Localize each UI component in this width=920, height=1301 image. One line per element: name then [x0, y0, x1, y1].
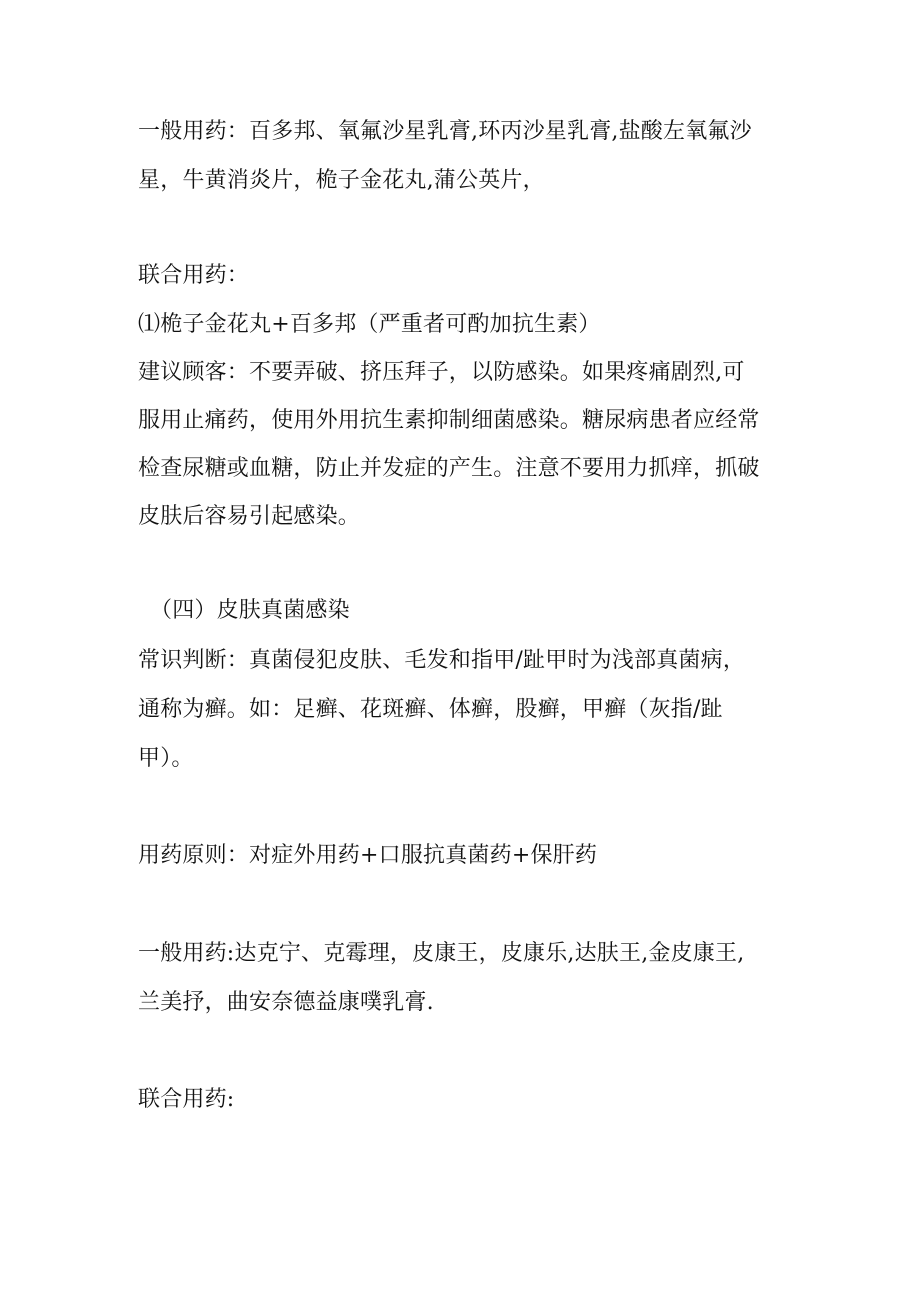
- common-sense-line-1: 常识判断：真菌侵犯皮肤、毛发和指甲/趾甲时为浅部真菌病，: [138, 648, 746, 673]
- customer-advice-line-2: 服用止痛药，使用外用抗生素抑制细菌感染。糖尿病患者应经常: [138, 408, 760, 433]
- general-medication-line-1: 一般用药：百多邦、氧氟沙星乳膏,环丙沙星乳膏,盐酸左氧氟沙: [138, 119, 752, 144]
- medication-principle: 用药原则：对症外用药+口服抗真菌药+保肝药: [138, 843, 598, 868]
- customer-advice-line-4: 皮肤后容易引起感染。: [138, 504, 361, 529]
- combined-medication-heading: 联合用药：: [138, 263, 250, 288]
- general-medication-2-line-1: 一般用药:达克宁、克霉理，皮康王，皮康乐,达肤王,金皮康王,: [138, 941, 745, 966]
- customer-advice-line-1: 建议顾客：不要弄破、挤压拜子，以防感染。如果疼痛剧烈,可: [138, 360, 745, 385]
- general-medication-2-line-2: 兰美抒，曲安奈德益康噗乳膏.: [138, 990, 434, 1015]
- section-heading-fungal-infection: （四）皮肤真菌感染: [150, 598, 350, 623]
- general-medication-line-2: 星，牛黄消炎片，桅子金花丸,蒲公英片，: [138, 168, 545, 193]
- common-sense-line-2: 通称为癣。如：足癣、花斑癣、体癣，股癣，甲癣（灰指/趾: [138, 697, 723, 722]
- combined-medication-heading-2: 联合用药:: [138, 1087, 235, 1112]
- customer-advice-line-3: 检查尿糖或血糖，防止并发症的产生。注意不要用力抓痒，抓破: [138, 456, 760, 481]
- combination-item-1: ⑴桅子金花丸+百多邦（严重者可酌加抗生素）: [138, 312, 601, 337]
- common-sense-line-3: 甲）。: [138, 746, 194, 771]
